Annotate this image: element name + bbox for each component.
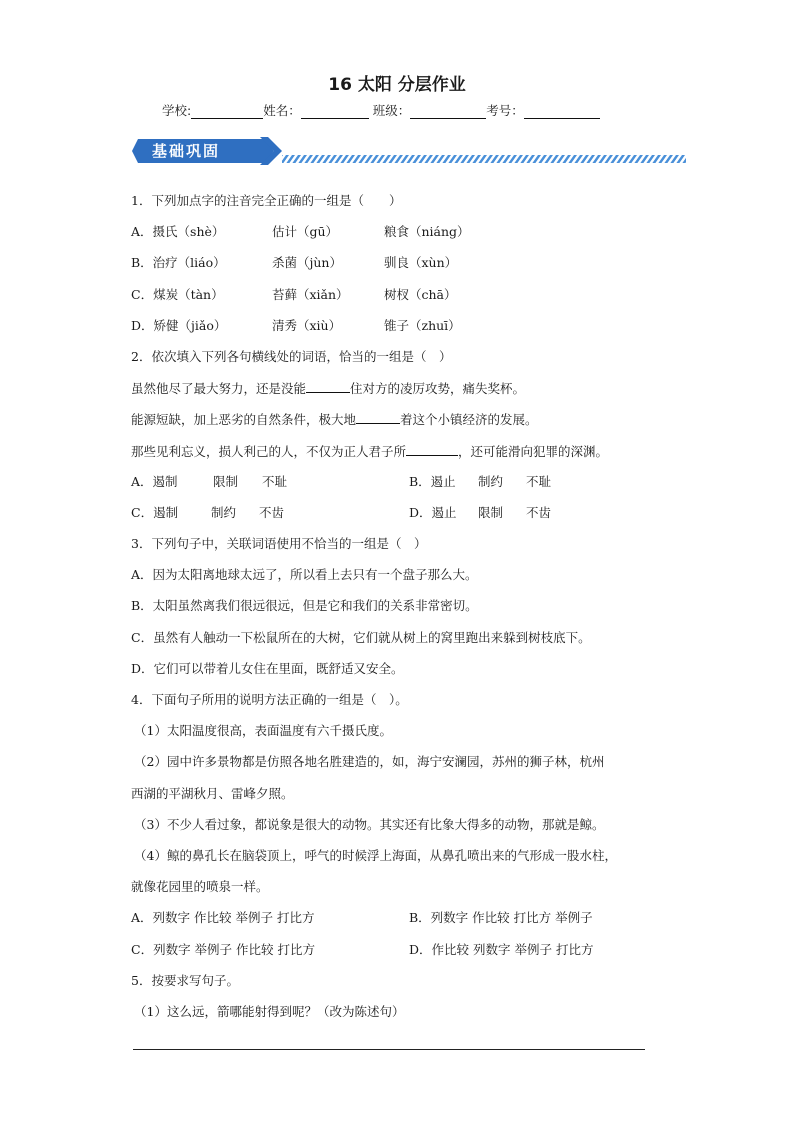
q1-option-b-2: 杀菌（jùn） (272, 255, 342, 270)
q2-option-a[interactable]: A．遏制 (131, 474, 178, 489)
q1-option-c-2: 苔藓（xiǎn） (272, 287, 349, 302)
q2-blank-1[interactable] (306, 380, 350, 393)
q2-sentence-1: 虽然他尽了最大努力，还是没能 住对方的凌厉攻势，痛失奖杯。 (131, 381, 526, 396)
q2-option-a-3: 不耻 (262, 474, 288, 489)
q1-option-a-3: 粮食（niáng） (384, 224, 470, 239)
q2-option-c-2: 制约 (211, 505, 237, 520)
question-4-stem: 4．下面句子所用的说明方法正确的一组是（ ）。 (131, 692, 408, 707)
q4-option-c[interactable]: C．列数字 举例子 作比较 打比方 (131, 942, 315, 957)
q1-option-b[interactable]: B．治疗（liáo） (131, 255, 226, 270)
q4-option-a[interactable]: A．列数字 作比较 举例子 打比方 (131, 910, 315, 925)
q1-option-c[interactable]: C．煤炭（tàn） (131, 287, 224, 302)
q2-blank-2[interactable] (356, 411, 400, 424)
q3-option-c[interactable]: C．虽然有人触动一下松鼠所在的大树，它们就从树上的窝里跑出来躲到树枝底下。 (131, 630, 591, 645)
q2-option-d-3: 不齿 (526, 505, 552, 520)
q4-sentence-4: （4）鲸的鼻孔长在脑袋顶上，呼气的时候浮上海面，从鼻孔喷出来的气形成一股水柱， (134, 848, 617, 863)
q2-sentence-3: 那些见利忘义，损人利己的人，不仅为正人君子所 ，还可能滑向犯罪的深渊。 (131, 444, 609, 459)
class-field[interactable] (410, 104, 486, 119)
question-1-stem: 1．下列加点字的注音完全正确的一组是（ ） (131, 193, 402, 208)
q2-option-b-3: 不耻 (526, 474, 552, 489)
section-title: 基础巩固 (152, 142, 221, 160)
question-3-stem: 3．下列句子中，关联词语使用不恰当的一组是（ ） (131, 536, 427, 551)
q4-option-d[interactable]: D．作比较 列数字 举例子 打比方 (409, 942, 594, 957)
q1-option-a[interactable]: A．摄氏（shè） (131, 224, 225, 239)
q2-option-a-2: 限制 (213, 474, 239, 489)
q3-option-d[interactable]: D．它们可以带着儿女住在里面，既舒适又安全。 (131, 661, 404, 676)
q1-option-a-2: 估计（gū） (272, 224, 339, 239)
q3-option-a[interactable]: A．因为太阳离地球太远了，所以看上去只有一个盘子那么大。 (131, 567, 478, 582)
q4-sentence-4-cont: 就像花园里的喷泉一样。 (131, 879, 269, 894)
q1-option-d[interactable]: D．矫健（jiǎo） (131, 318, 227, 333)
q3-option-b[interactable]: B．太阳虽然离我们很远很远，但是它和我们的关系非常密切。 (131, 598, 478, 613)
page-title: 16 太阳 分层作业 (328, 75, 466, 95)
q1-option-c-3: 树杈（chā） (384, 287, 457, 302)
question-2-stem: 2．依次填入下列各句横线处的词语，恰当的一组是（ ） (131, 349, 452, 364)
question-5-stem: 5．按要求写句子。 (131, 973, 239, 988)
q1-option-d-2: 清秀（xiù） (272, 318, 342, 333)
q2-option-c[interactable]: C．遏制 (131, 505, 179, 520)
q4-sentence-2: （2）园中许多景物都是仿照各地名胜建造的，如，海宁安澜园，苏州的狮子林，杭州 (134, 754, 605, 769)
q2-sentence-2: 能源短缺，加上恶劣的自然条件，极大地 着这个小镇经济的发展。 (131, 412, 538, 427)
exam-number-label: 考号： (486, 103, 524, 118)
name-field[interactable] (301, 104, 369, 119)
banner-stripe-bar (282, 155, 686, 163)
q4-sentence-3: （3）不少人看过象，都说象是很大的动物。其实还有比象大得多的动物，那就是鲸。 (134, 817, 605, 832)
school-field[interactable] (191, 104, 263, 119)
q4-sentence-1: （1）太阳温度很高，表面温度有六千摄氏度。 (134, 723, 392, 738)
q2-option-d[interactable]: D．遏止 (409, 505, 457, 520)
school-label: 学校: (162, 103, 192, 118)
q2-option-c-3: 不齿 (259, 505, 285, 520)
q4-option-b[interactable]: B．列数字 作比较 打比方 举例子 (409, 910, 593, 925)
q1-option-d-3: 锥子（zhuī） (384, 318, 461, 333)
name-label: 姓名： (263, 103, 301, 118)
q2-blank-3[interactable] (406, 443, 458, 456)
class-label: 班级： (372, 103, 411, 118)
q5-sentence-1: （1）这么远，箭哪能射得到呢？（改为陈述句） (134, 1004, 405, 1019)
q2-option-d-2: 限制 (478, 505, 504, 520)
q1-option-b-3: 驯良（xùn） (384, 255, 458, 270)
answer-line[interactable] (133, 1049, 645, 1050)
student-info-line (162, 101, 600, 119)
q2-option-b[interactable]: B．遏止 (409, 474, 456, 489)
exam-number-field[interactable] (524, 104, 600, 119)
q4-sentence-2-cont: 西湖的平湖秋月、雷峰夕照。 (131, 786, 294, 801)
q2-option-b-2: 制约 (478, 474, 504, 489)
